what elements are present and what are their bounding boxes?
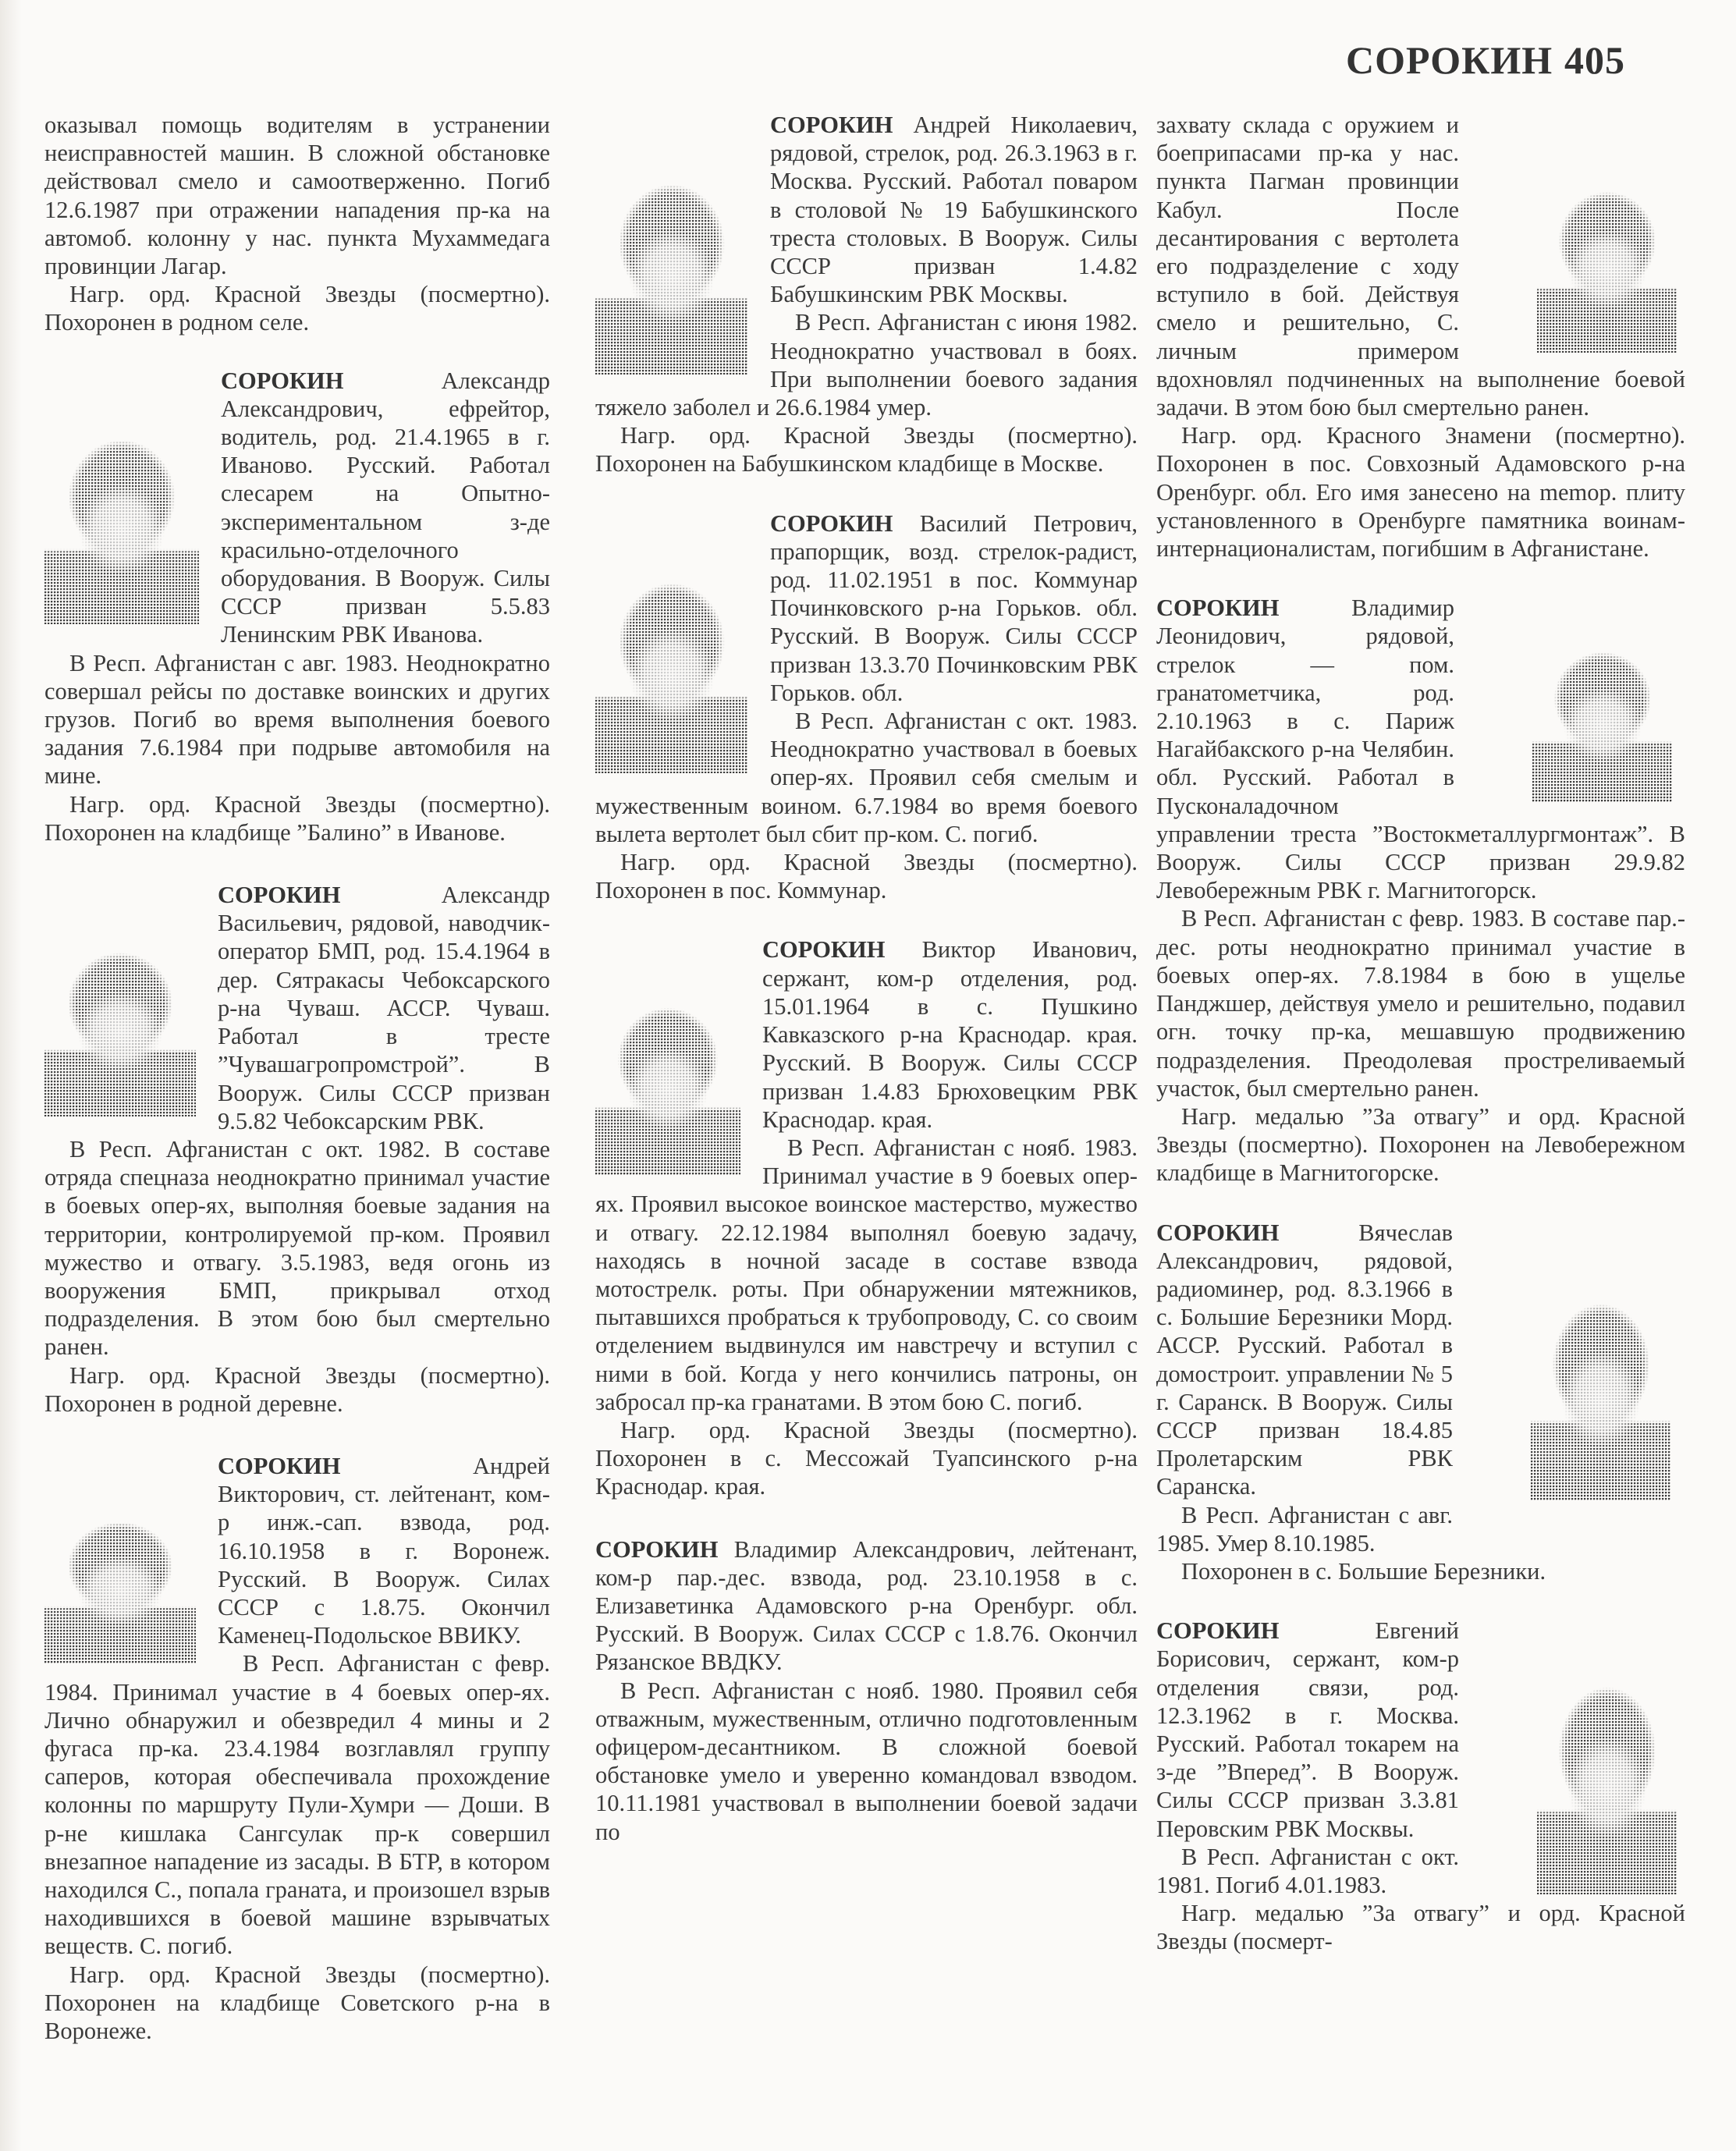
entry-sorokin-andrei-nikolaevich	[595, 111, 1138, 478]
entry-sorokin-vladimir-leonidovich	[1156, 594, 1685, 1187]
entry-surname: СОРОКИН	[218, 882, 341, 909]
entry-paragraph: В Респ. Афганистан с нояб. 1980. Проявил себя отважным, мужественным, отлично подготовленным офицером-десантником. В сложной боевой обстановке умело и уверенно командовал взводом. 10.11.1981 участвовал в выполнении боевой задачи по	[595, 1677, 1138, 1845]
entry-continuation	[44, 111, 550, 337]
portrait-photo	[1537, 1671, 1677, 1894]
portrait-photo	[1532, 641, 1673, 803]
entry-paragraph: Нагр. медалью ”За отвагу” и орд. Красной Звезды (посмертно). Похоронен на Левобережном кладбище в Магнитогорске.	[1156, 1102, 1685, 1187]
entry-paragraph: захвату склада с оружием и боеприпасами пр-ка у нас. пункта Пагман провинции Кабул. После десантирования с вертолета его подразделение с ходу вступило в бой. Действуя смело и решительно, С. личным примером вдохновлял подчиненных на выполнение боевой задачи. В этом бою был смертельно ранен.	[1156, 112, 1685, 421]
entry-paragraph: В Респ. Афганистан с окт. 1981. Погиб 4.01.1983.	[1156, 1843, 1459, 1898]
running-head-title: СОРОКИН	[1346, 38, 1553, 82]
entry-sorokin-vladimir-aleksandrovich	[595, 1535, 1138, 1846]
portrait-photo	[44, 940, 196, 1116]
entry-paragraph: Нагр. орд. Красной Звезды (посмертно). Похоронен на кладбище ”Балино” в Иванове.	[44, 790, 550, 846]
entry-surname: СОРОКИН	[1156, 595, 1280, 622]
entry-paragraph: Нагр. орд. Красной Звезды (посмертно). Похоронен на Бабушкинском кладбище в Москве.	[595, 422, 1138, 477]
entry-paragraph: В Респ. Афганистан с февр. 1983. В составе пар.-дес. роты неоднократно принимал участие в боевых опер-ях. 7.8.1984 в бою в ущелье Панджшер, действуя умело и решительно, подавил огн. точку пр-ка, мешавшую продвижению подразделения. Преодолевая простреливаемый участок, был смертельно ранен.	[1156, 905, 1685, 1102]
portrait-photo	[1537, 179, 1677, 353]
entry-paragraph: Нагр. орд. Красного Знамени (посмертно). Похоронен в пос. Совхозный Адамовского р-на Оренбург. обл. Его имя занесено на memор. плиту установленного в Оренбурге памятника воинам-интернационалистам, погибшим в Афганистане.	[1156, 422, 1685, 563]
portrait-photo	[595, 569, 748, 773]
entry-head-text: Александр Александрович, ефрейтор, водитель, род. 21.4.1965 в г. Иваново. Русский. Работал слесарем на Опытно-экспериментальном з-де красильно-отделочного оборудования. В Вооруж. Силы СССР призван 5.5.83 Ленинским РВК Иванова.	[221, 367, 550, 648]
entry-paragraph: Нагр. орд. Красной Звезды (посмертно). Похоронен на кладбище Советского р-на в Воронеже.	[44, 1961, 550, 2044]
entry-paragraph: Нагр. медалью ”За отвагу” и орд. Красной Звезды (посмерт-	[1156, 1900, 1685, 1955]
entry-surname: СОРОКИН	[221, 367, 344, 394]
entry-surname: СОРОКИН	[595, 1535, 719, 1563]
entry-paragraph: Нагр. орд. Красной Звезды (посмертно). Похоронен в с. Мессожай Туапсинского р-на Краснодар. края.	[595, 1416, 1138, 1500]
entry-paragraph: В Респ. Афганистан с авг. 1983. Неоднократно совершал рейсы по доставке воинских и других грузов. Погиб во время выполнения боевого задания 7.6.1984 при подрыве автомобиля на мине.	[44, 649, 550, 790]
entry-head-text: Андрей Николаевич, рядовой, стрелок, род. 26.3.1963 в г. Москва. Русский. Работал поваром в столовой № 19 Бабушкинского треста столовых. В Вооруж. Силы СССР призван 1.4.82 Бабушкинским РВК Москвы.	[770, 112, 1138, 308]
portrait-photo	[44, 1511, 196, 1664]
entry-sorokin-vyacheslav-aleksandrovich	[1156, 1219, 1685, 1586]
entry-head-text: Виктор Иванович, сержант, ком-р отделения, род. 15.01.1964 в с. Пушкино Кавказского р-на Краснодар. края. Русский. В Вооруж. Силы СССР призван 1.4.83 Брюховецким РВК Краснодар. края.	[762, 936, 1138, 1133]
page-gutter-shadow	[0, 0, 22, 2151]
entry-head-text: Владимир Александрович, лейтенант, ком-р пар.-дес. взвода, род. 23.10.1958 в с. Елизаветинка Адамовского р-на Оренбург. обл. Русский. В Вооруж. Силах СССР с 1.8.76. Окончил Рязанское ВВДКУ.	[595, 1535, 1138, 1676]
entry-head-text: Евгений Борисович, сержант, ком-р отделения связи, род. 12.3.1962 в г. Москва. Русский. Работал токарем на з-де ”Вперед”. В Вооруж. Силы СССР призван 3.3.81 Перовским РВК Москвы.	[1156, 1617, 1459, 1842]
entry-paragraph: Нагр. орд. Красной Звезды (посмертно). Похоронен в пос. Коммунар.	[595, 849, 1138, 904]
entry-surname: СОРОКИН	[1156, 1617, 1280, 1645]
entry-paragraph: оказывал помощь водителям в устранении неисправностей машин. В сложной обстановке действовал смело и самоотверженно. Погиб 12.6.1987 при отражении нападения пр-ка на автомоб. колонну у нас. пункта Мухаммедага провинции Лагар.	[44, 112, 550, 280]
column-1	[44, 111, 550, 2073]
entry-paragraph: В Респ. Афганистан с окт. 1983. Неоднократно участвовал в боевых опер-ях. Проявил себя смелым и мужественным воином. 6.7.1984 во время боевого вылета вертолет был сбит пр-ком. С. погиб.	[595, 708, 1138, 847]
entry-head-text: Александр Васильевич, рядовой, наводчик-оператор БМП, род. 15.4.1964 в дер. Сятракасы Чебоксарского р-на Чуваш. АССР. Чуваш. Работал в тресте ”Чувашагропромстрой”. В Вооруж. Силы СССР призван 9.5.82 Чебоксарским РВК.	[218, 882, 550, 1134]
entry-paragraph: Нагр. орд. Красной Звезды (посмертно). Похоронен в родном селе.	[44, 281, 550, 336]
entry-head-text: Вячеслав Александрович, рядовой, радиоминер, род. 8.3.1966 в с. Большие Березники Морд. АССР. Русский. Работал в домостроит. управлении № 5 г. Саранск. В Вооруж. Силы СССР призван 18.4.85 Пролетарским РВК Саранска.	[1156, 1219, 1453, 1500]
entry-paragraph: Нагр. орд. Красной Звезды (посмертно). Похоронен в родной деревне.	[44, 1361, 550, 1417]
entry-head-text: Владимир Леонидович, рядовой, стрелок — пом. гранатометчика, род. 2.10.1963 в с. Париж Нагайбакского р-на Челябин. обл. Русский. Работал в Пусконаладочном управлении треста ”Востокметаллургмонтаж”. В Вооруж. Силы СССР призван 29.9.82 Левобережным РВК г. Магнитогорск.	[1156, 595, 1685, 904]
entry-sorokin-aleksandr-aleksandrovich	[44, 367, 550, 847]
portrait-photo	[1531, 1289, 1671, 1501]
entry-sorokin-vasilii-petrovich	[595, 509, 1138, 905]
entry-surname: СОРОКИН	[770, 509, 893, 537]
entry-sorokin-andrei-viktorovich	[44, 1452, 550, 2045]
portrait-photo	[595, 170, 748, 374]
page-number: 405	[1564, 38, 1625, 82]
entry-continuation	[1156, 111, 1685, 563]
portrait-photo	[595, 995, 740, 1176]
entry-paragraph: В Респ. Афганистан с авг. 1985. Умер 8.10.1985.	[1156, 1501, 1453, 1556]
entry-surname: СОРОКИН	[762, 936, 886, 964]
entry-paragraph: В Респ. Афганистан с июня 1982. Неоднократно участвовал в боях. При выполнении боевого задания тяжело заболел и 26.6.1984 умер.	[595, 309, 1138, 421]
column-2	[595, 111, 1138, 1874]
entry-paragraph: Похоронен в с. Большие Березники.	[1181, 1557, 1546, 1585]
entry-surname: СОРОКИН	[1156, 1219, 1280, 1246]
entry-sorokin-viktor-ivanovich	[595, 935, 1138, 1500]
entry-paragraph: В Респ. Афганистан с февр. 1984. Принимал участие в 4 боевых опер-ях. Лично обнаружил и обезвредил 4 мины и 2 фугаса пр-ка. 23.4.1984 возглавлял группу саперов, которая обеспечивала прохождение колонны по маршруту Пули-Хумри — Доши. В р-не кишлака Сангсулак пр-к совершил внезапное нападение из засады. В БТР, в котором находился С., попала граната, и произошел взрыв находившихся в боевой машине взрывчатых веществ. С. погиб.	[44, 1650, 550, 1960]
entry-sorokin-aleksandr-vasilievich	[44, 881, 550, 1418]
column-3	[1156, 111, 1685, 1984]
entry-surname: СОРОКИН	[770, 112, 893, 138]
portrait-photo	[44, 426, 199, 624]
entry-head-text: Василий Петрович, прапорщик, возд. стрелок-радист, род. 11.02.1951 в пос. Коммунар Починковского р-на Горьков. обл. Русский. В Вооруж. Силы СССР призван 13.3.70 Починковским РВК Горьков. обл.	[770, 509, 1138, 706]
entry-sorokin-evgenii-borisovich	[1156, 1617, 1685, 1955]
entry-head-text: Андрей Викторович, ст. лейтенант, ком-р инж.-сап. взвода, род. 16.10.1958 в г. Воронеж. Русский. В Вооруж. Силах СССР с 1.8.75. Окончил Каменец-Подольское ВВИКУ.	[218, 1452, 550, 1649]
entry-surname: СОРОКИН	[218, 1452, 341, 1479]
entry-paragraph: В Респ. Афганистан с окт. 1982. В составе отряда спецназа неоднократно принимал участие в боевых опер-ях, выполняя боевые задания на территории, контролируемой пр-ком. Проявил мужество и отвагу. 3.5.1983, ведя огонь из вооружения БМП, прикрывал отход подразделения. В этом бою был смертельно ранен.	[44, 1135, 550, 1361]
entry-paragraph: В Респ. Афганистан с нояб. 1983. Принимал участие в 9 боевых опер-ях. Проявил высокое воинское мастерство, мужество и отвагу. 22.12.1984 выполнял боевую задачу, находясь в ночной засаде в составе взвода мотострелк. роты. При обнаружении мятежников, пытавшихся пробраться к трубопроводу, С. со своим отделением выдвинулся им навстречу и вступил с ними в бой. Когда у него кончились патроны, он забросал пр-ка гранатами. В этом бою С. погиб.	[595, 1134, 1138, 1415]
